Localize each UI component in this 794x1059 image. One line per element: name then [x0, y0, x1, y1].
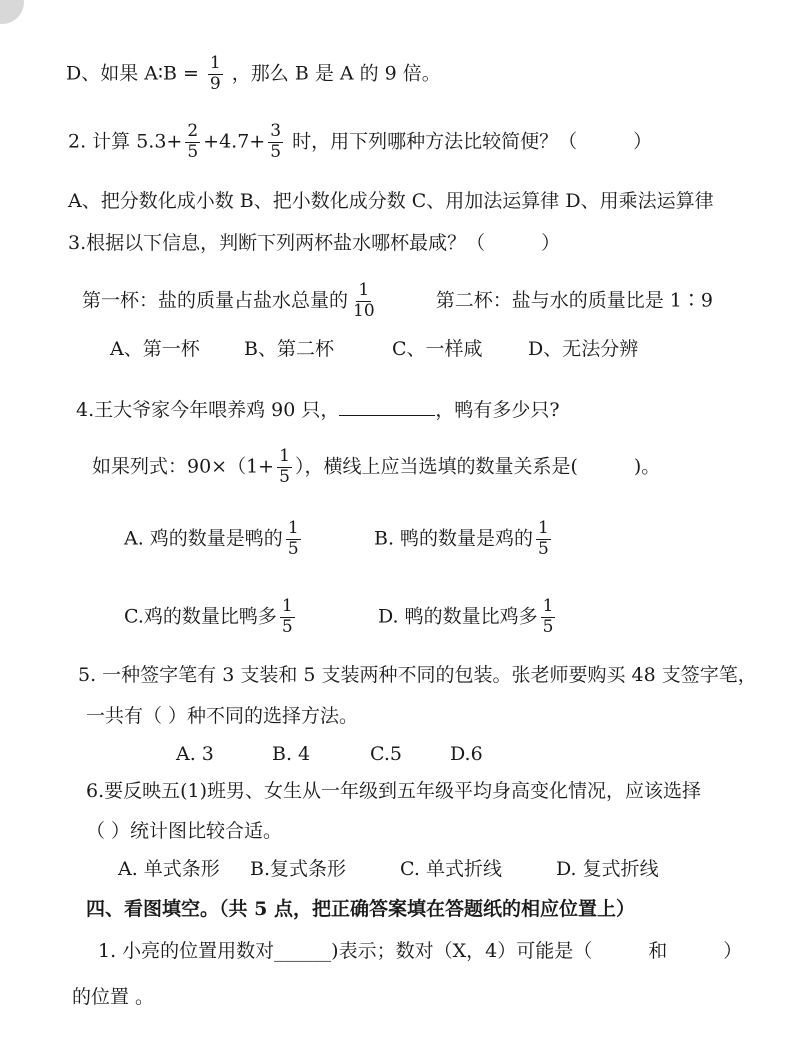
frac-den: 5 — [187, 141, 199, 162]
q4-formula-b: ），横线上应当选填的数量关系是( — [294, 455, 578, 478]
q2-close: ） — [633, 130, 653, 153]
option-d-prefix: D、如果 A∶B = — [66, 62, 199, 85]
section-4-heading: 四、看图填空。（共 5 点，把正确答案填在答题纸的相应位置上） — [86, 898, 635, 920]
page-corner-shadow — [0, 0, 24, 24]
frac-den: 10 — [353, 300, 375, 321]
q5-line1: 5. 一种签字笔有 3 支装和 5 支装两种不同的包装。张老师要购买 48 支签字笔， — [78, 664, 757, 686]
q4-formula — [92, 448, 660, 487]
frac-num: 1 — [209, 53, 221, 73]
frac-den: 5 — [542, 616, 554, 637]
s4-q1-and: 和 — [648, 940, 668, 962]
q4-stem-b: ，鸭有多少只? — [435, 399, 560, 421]
q6-option-b: B.复式条形 — [250, 858, 347, 880]
frac-num: 1 — [542, 596, 554, 616]
q6-option-d: D. 复式折线 — [556, 858, 659, 880]
q4-option-b — [374, 520, 554, 559]
frac-den: 5 — [287, 538, 299, 559]
q4-option-a — [124, 520, 304, 559]
option-d-suffix: ，那么 B 是 A 的 9 倍。 — [231, 62, 441, 85]
q4-option-b-fraction — [536, 520, 551, 559]
q2-options: A、把分数化成小数 B、把小数化成分数 C、用加法运算律 D、用乘法运算律 — [68, 190, 714, 212]
frac-den: 5 — [279, 466, 290, 487]
q4-option-a-text: A. 鸡的数量是鸭的 — [124, 527, 283, 550]
s4-q1-close: ） — [723, 940, 743, 962]
q5-line2: 一共有（ ）种不同的选择方法。 — [86, 705, 359, 727]
fraction-one-ninth — [208, 55, 223, 94]
q3-cups — [82, 282, 713, 321]
frac-num: 1 — [287, 518, 299, 538]
question-3 — [68, 234, 560, 253]
frac-num: 1 — [281, 596, 293, 616]
q4-option-c — [124, 598, 298, 637]
q4-option-c-fraction — [280, 598, 295, 637]
q4-formula-close: )。 — [633, 455, 661, 478]
q4-formula-a: 如果列式：90×（1+ — [92, 455, 275, 478]
q3-close: ） — [541, 232, 561, 254]
q4-option-c-text: C.鸡的数量比鸭多 — [124, 605, 277, 628]
q3-option-c: C、一样咸 — [392, 338, 483, 360]
q3-option-d: D、无法分辨 — [528, 338, 639, 360]
frac-num: 1 — [358, 280, 370, 300]
s4-q1-line1: 1. 小亮的位置用数对______)表示；数对（X，4）可能是（ — [98, 940, 593, 962]
section-4-q1-line2: 的位置 。 — [72, 986, 155, 1008]
q4-answer-blank[interactable] — [339, 397, 435, 416]
q4-option-b-text: B. 鸭的数量是鸡的 — [374, 527, 534, 550]
q4-formula-fraction — [277, 448, 292, 487]
q3-cup1-fraction — [351, 282, 377, 321]
frac-num: 1 — [279, 446, 290, 466]
q2-part2: +4.7+ — [203, 130, 266, 153]
q4-option-a-fraction — [286, 520, 301, 559]
q2-part3: 时，用下列哪种方法比较简便？（ — [292, 130, 578, 153]
q6-option-c: C. 单式折线 — [400, 858, 502, 880]
q4-stem-a: 4.王大爷家今年喂养鸡 90 只， — [76, 399, 340, 421]
frac-den: 5 — [281, 616, 293, 637]
q6-line2: （ ）统计图比较合适。 — [86, 820, 283, 842]
frac-num: 3 — [270, 121, 282, 141]
q3-cup2-text: 第二杯：盐与水的质量比是 1∶9 — [435, 289, 713, 312]
question-4 — [76, 397, 560, 420]
q4-option-d — [378, 598, 558, 637]
q3-option-b: B、第二杯 — [244, 338, 334, 360]
frac-den: 5 — [270, 141, 282, 162]
q3-option-a: A、第一杯 — [110, 338, 200, 360]
frac-den: 5 — [538, 538, 549, 559]
frac-den: 9 — [209, 73, 221, 94]
q4-option-d-fraction — [541, 598, 556, 637]
q3-cup1-text: 第一杯：盐的质量占盐水总量的 — [82, 289, 349, 312]
q6-line1: 6.要反映五(1)班男、女生从一年级到五年级平均身高变化情况，应该选择 — [86, 780, 702, 802]
q3-stem: 3.根据以下信息，判断下列两杯盐水哪杯最咸？（ — [68, 232, 486, 254]
q2-part1: 2. 计算 5.3+ — [68, 130, 183, 153]
q5-option-b: B. 4 — [272, 743, 311, 765]
q6-option-a: A. 单式条形 — [118, 858, 220, 880]
q5-option-c: C.5 — [370, 743, 402, 765]
question-2 — [68, 123, 652, 162]
section-4-q1 — [98, 942, 742, 961]
frac-num: 1 — [538, 518, 549, 538]
q4-option-d-text: D. 鸭的数量比鸡多 — [378, 605, 538, 628]
q2-fraction-2 — [268, 123, 283, 162]
q5-option-d: D.6 — [450, 743, 483, 765]
frac-num: 2 — [187, 121, 199, 141]
q5-option-a: A. 3 — [176, 743, 214, 765]
q2-fraction-1 — [185, 123, 200, 162]
option-d-ratio — [66, 55, 441, 94]
